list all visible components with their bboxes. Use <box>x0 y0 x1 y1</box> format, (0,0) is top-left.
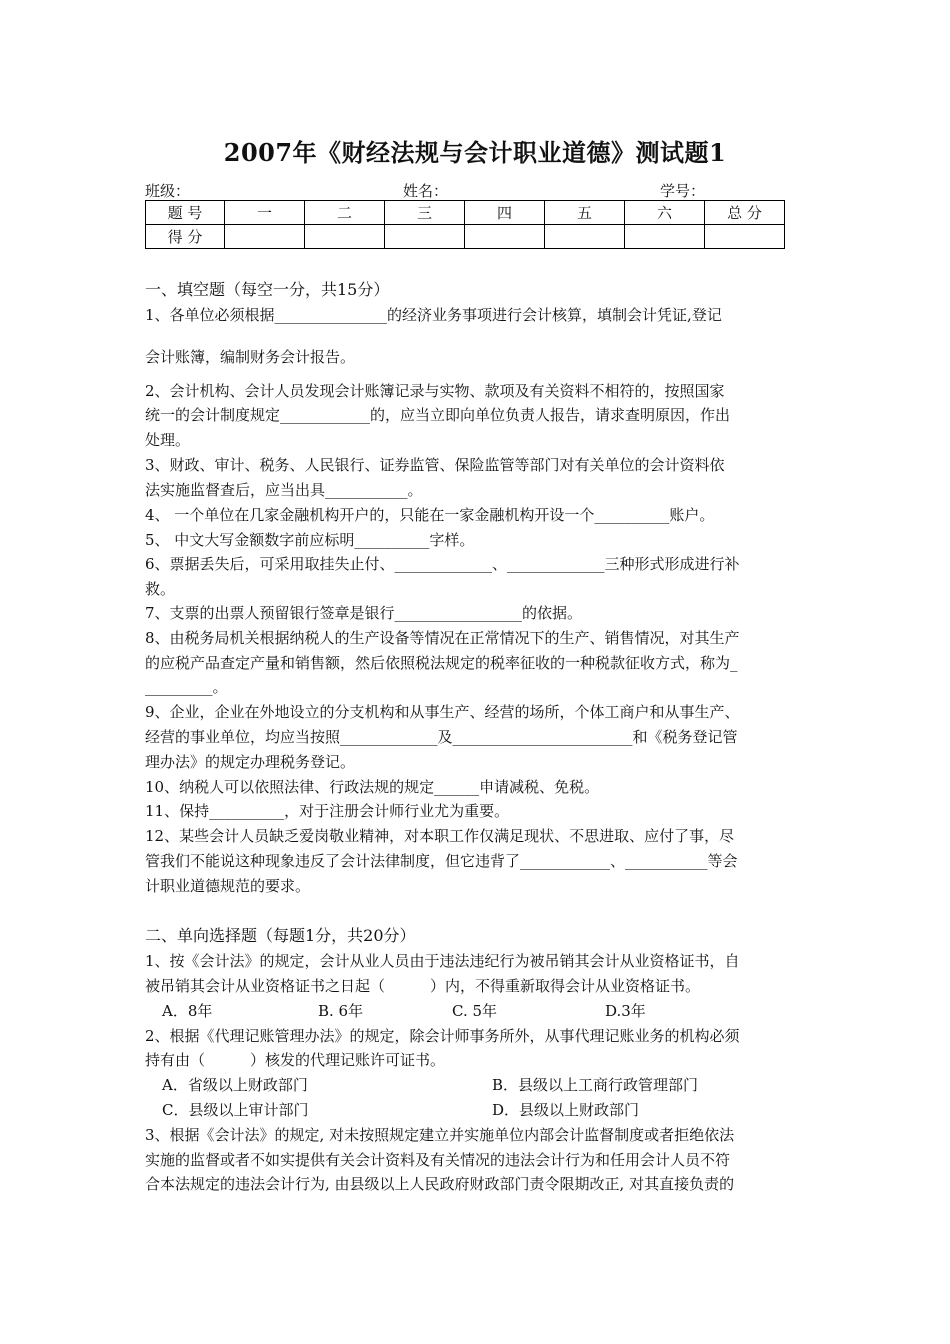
score-cell[interactable] <box>705 225 785 249</box>
question-line: 被吊销其会计从业资格证书之日起（ ）内，不得重新取得会计从业资格证书。 <box>145 977 701 995</box>
section-heading: 二、单向选择题（每题1分，共20分） <box>145 926 416 945</box>
section-heading: 一、填空题（每空一分，共15分） <box>145 280 390 299</box>
option-b: B. 6年 <box>318 1002 364 1020</box>
score-cell[interactable] <box>385 225 465 249</box>
score-header-cell: 二 <box>305 201 385 225</box>
question-line: _________。 <box>145 678 228 696</box>
score-cell[interactable] <box>465 225 545 249</box>
question-line: 经营的事业单位，均应当按照_____________及________________________和《税务登记管 <box>145 728 738 746</box>
question-line: 的应税产品查定产量和销售额，然后依照税法规定的税率征收的一种税款征收方式，称为_ <box>145 654 738 672</box>
question-line: 救。 <box>145 580 176 598</box>
score-cell[interactable] <box>225 225 305 249</box>
score-header-cell: 三 <box>385 201 465 225</box>
question-line: 理办法》的规定办理税务登记。 <box>145 753 356 771</box>
question-line: 7、支票的出票人预留银行签章是银行_________________的依据。 <box>145 604 583 622</box>
question-line: 1、各单位必须根据_______________的经济业务事项进行会计核算，填制会计凭证,登记 <box>145 306 722 324</box>
question-line: 10、纳税人可以依照法律、行政法规的规定______申请减税、免税。 <box>145 778 600 796</box>
option-c: C．县级以上审计部门 <box>162 1101 309 1119</box>
score-cell[interactable] <box>545 225 625 249</box>
score-header-cell: 一 <box>225 201 305 225</box>
option-b: B．县级以上工商行政管理部门 <box>492 1076 699 1094</box>
question-line: 管我们不能说这种现象违反了会计法律制度，但它违背了____________、___________等会 <box>145 852 738 870</box>
question-line: 9、企业，企业在外地设立的分支机构和从事生产、经营的场所，个体工商户和从事生产、 <box>145 703 740 721</box>
class-label: 班级： <box>145 182 191 200</box>
option-d: D.3年 <box>605 1002 646 1020</box>
question-line: 处理。 <box>145 431 191 449</box>
option-d: D．县级以上财政部门 <box>492 1101 640 1119</box>
question-line: 5、 中文大写金额数字前应标明__________字样。 <box>145 531 475 549</box>
question-line: 会计账簿，编制财务会计报告。 <box>145 348 356 366</box>
score-value-row <box>146 225 785 249</box>
score-header-cell: 六 <box>625 201 705 225</box>
question-line: 2、根据《代理记账管理办法》的规定，除会计师事务所外，从事代理记账业务的机构必须 <box>145 1027 740 1045</box>
question-line: 12、某些会计人员缺乏爱岗敬业精神，对本职工作仅满足现状、不思进取、应付了事，尽 <box>145 827 735 845</box>
question-line: 4、 一个单位在几家金融机构开户的，只能在一家金融机构开设一个__________账户。 <box>145 506 715 524</box>
score-table <box>145 200 785 249</box>
question-line: 3、财政、审计、税务、人民银行、证券监管、保险监管等部门对有关单位的会计资料依 <box>145 456 725 474</box>
name-label: 姓名： <box>403 182 449 200</box>
question-line: 2、会计机构、会计人员发现会计账簿记录与实物、款项及有关资料不相符的，按照国家 <box>145 382 725 400</box>
score-header-cell: 四 <box>465 201 545 225</box>
document-title: 2007年《财经法规与会计职业道德》测试题1 <box>223 138 727 167</box>
student-id-label: 学号： <box>660 182 706 200</box>
score-cell[interactable] <box>625 225 705 249</box>
score-header-cell: 五 <box>545 201 625 225</box>
question-line: 1、按《会计法》的规定，会计从业人员由于违法违纪行为被吊销其会计从业资格证书，自 <box>145 952 740 970</box>
question-line: 持有由（ ）核发的代理记账许可证书。 <box>145 1051 446 1069</box>
score-header-row <box>146 201 785 225</box>
question-line: 11、保持__________，对于注册会计师行业尤为重要。 <box>145 802 510 820</box>
score-row-label: 得 分 <box>146 225 225 249</box>
option-c: C. 5年 <box>452 1002 498 1020</box>
question-line: 法实施监督查后，应当出具___________。 <box>145 481 423 499</box>
question-line: 8、由税务局机关根据纳税人的生产设备等情况在正常情况下的生产、销售情况，对其生产 <box>145 629 740 647</box>
question-line: 合本法规定的违法会计行为, 由县级以上人民政府财政部门责令限期改正, 对其直接负责的 <box>145 1175 735 1193</box>
option-a: A．8年 <box>162 1002 213 1020</box>
question-line: 计职业道德规范的要求。 <box>145 877 311 895</box>
score-header-cell: 总 分 <box>705 201 785 225</box>
score-cell[interactable] <box>305 225 385 249</box>
score-header-cell: 题 号 <box>146 201 225 225</box>
question-line: 实施的监督或者不如实提供有关会计资料及有关情况的违法会计行为和任用会计人员不符 <box>145 1151 731 1169</box>
option-a: A．省级以上财政部门 <box>162 1076 308 1094</box>
question-line: 6、票据丢失后，可采用取挂失止付、_____________、_____________三种形式形成进行补 <box>145 555 740 573</box>
question-line: 3、根据《会计法》的规定, 对未按照规定建立并实施单位内部会计监督制度或者拒绝依法 <box>145 1126 735 1144</box>
question-line: 统一的会计制度规定____________的，应当立即向单位负责人报告，请求查明原因，作出 <box>145 406 731 424</box>
